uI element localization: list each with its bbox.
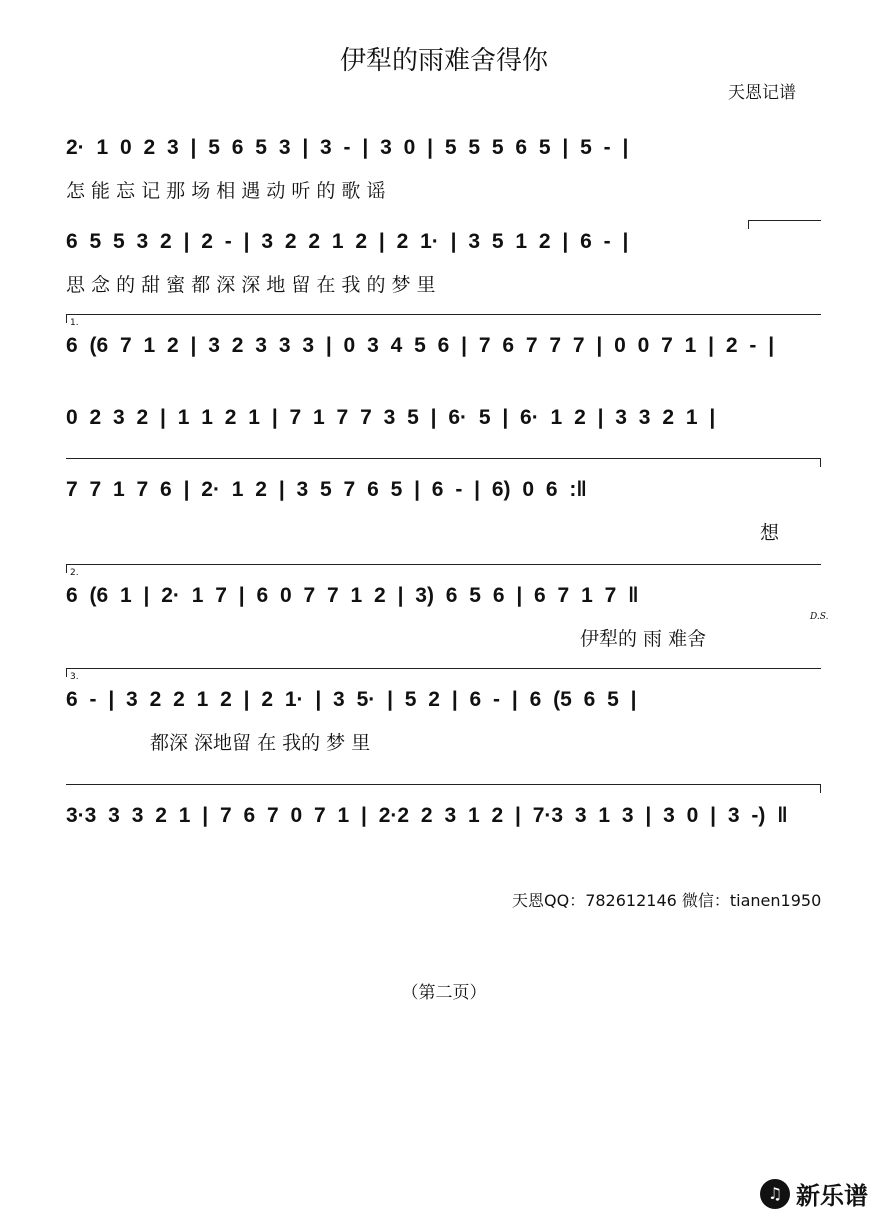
notation-line: 6 - | 3 2 2 1 2 | 2 1· | 3 5· | 5 2 | 6 - | 6 (5 6 5 | (66, 688, 637, 711)
notation-line: 7 7 1 7 6 | 2· 1 2 | 3 5 7 6 5 | 6 - | 6) 0 6 :‖ (66, 478, 587, 501)
brand-logo (760, 1176, 868, 1211)
notation-line: 0 2 3 2 | 1 1 2 1 | 7 1 7 7 3 5 | 6· 5 | 6· 1 2 | 3 3 2 1 | (66, 406, 716, 429)
music-disc-icon: ♫ (760, 1179, 790, 1209)
lyrics-line: 怎 能 忘 记 那 场 相 遇 动 听 的 歌 谣 (66, 180, 386, 202)
volta-label-2: 2. (70, 568, 79, 578)
staff-rule (66, 458, 821, 467)
arranger-credit: 天恩记谱 (728, 83, 796, 103)
dal-segno-mark: D.S. (810, 612, 829, 622)
notation-line: 6 5 5 3 2 | 2 - | 3 2 2 1 2 | 2 1· | 3 5 1 2 | 6 - | (66, 230, 629, 253)
notation-line: 6 (6 7 1 2 | 3 2 3 3 3 | 0 3 4 5 6 | 7 6 7 7 7 | 0 0 7 1 | 2 - | (66, 334, 775, 357)
brand-name: 新乐谱 (796, 1182, 868, 1210)
notation-line: 6 (6 1 | 2· 1 7 | 6 0 7 7 1 2 | 3) 6 5 6 | 6 7 1 7 ‖ (66, 584, 639, 607)
volta-bracket-2 (66, 564, 821, 573)
volta-bracket-1 (748, 220, 821, 229)
lyrics-line: 伊犁的 雨 难舍 (580, 628, 707, 650)
lyrics-line: 思 念 的 甜 蜜 都 深 深 地 留 在 我 的 梦 里 (66, 274, 436, 296)
page-number: （第二页） (401, 983, 487, 1003)
volta-label-1: 1. (70, 318, 79, 328)
lyrics-line: 想 (760, 522, 780, 544)
volta-bracket-3 (66, 668, 821, 677)
lyrics-line: 都深 深地留 在 我的 梦 里 (150, 732, 371, 754)
notation-line: 2· 1 0 2 3 | 5 6 5 3 | 3 - | 3 0 | 5 5 5 6 5 | 5 - | (66, 136, 629, 159)
contact-info: 天恩QQ：782612146 微信：tianen1950 (512, 891, 822, 910)
page-title: 伊犁的雨难舍得你 (339, 46, 548, 76)
volta-label-3: 3. (70, 672, 79, 682)
volta-bracket-1 (66, 314, 821, 323)
staff-rule (66, 784, 821, 793)
notation-line: 3·3 3 3 2 1 | 7 6 7 0 7 1 | 2·2 2 3 1 2 | 7·3 3 1 3 | 3 0 | 3 -) ‖ (66, 804, 788, 827)
